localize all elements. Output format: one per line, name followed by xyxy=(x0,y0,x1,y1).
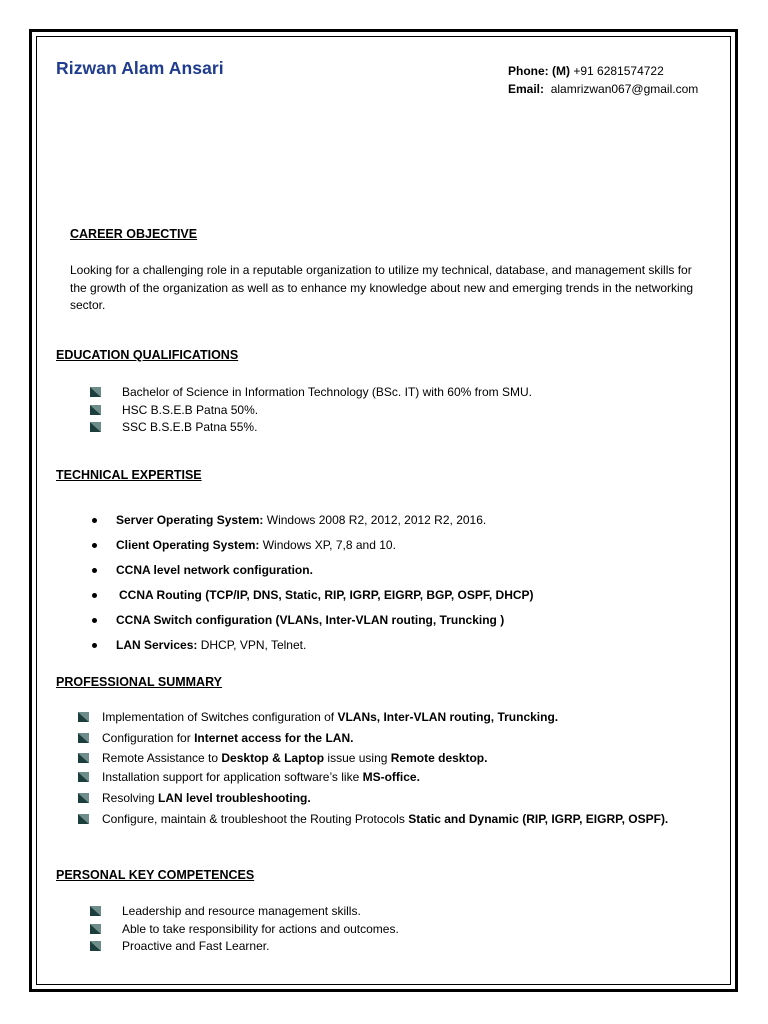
quarter-triangle-bullet-icon xyxy=(90,924,101,934)
key-competences-heading: PERSONAL KEY COMPETENCES xyxy=(56,868,255,882)
dot-bullet-icon xyxy=(92,618,97,623)
quarter-triangle-bullet-icon xyxy=(90,387,101,397)
technical-list xyxy=(92,512,534,662)
quarter-triangle-bullet-icon xyxy=(78,793,89,803)
quarter-triangle-bullet-icon xyxy=(78,814,89,824)
dot-bullet-icon xyxy=(92,643,97,648)
phone-value: +91 6281574722 xyxy=(573,64,664,78)
list-item: Remote Assistance to Desktop & Laptop issue using Remote desktop. xyxy=(78,750,668,769)
career-objective-heading: CAREER OBJECTIVE xyxy=(70,227,198,241)
list-item: Client Operating System: Windows XP, 7,8 and 10. xyxy=(92,537,534,562)
list-item: CCNA level network configuration. xyxy=(92,562,534,587)
quarter-triangle-bullet-icon xyxy=(78,712,89,722)
list-item: CCNA Switch configuration (VLANs, Inter-VLAN routing, Truncking ) xyxy=(92,612,534,637)
professional-list xyxy=(78,709,668,831)
phone-line xyxy=(508,62,698,80)
list-item: Installation support for application software’s like MS-office. xyxy=(78,769,668,791)
list-item: Configuration for Internet access for the LAN. xyxy=(78,730,668,751)
competences-list xyxy=(90,903,399,956)
list-item: SSC B.S.E.B Patna 55%. xyxy=(90,419,532,437)
email-line xyxy=(508,80,698,98)
professional-summary-heading: PROFESSIONAL SUMMARY xyxy=(56,675,222,689)
email-value: alamrizwan067@gmail.com xyxy=(550,82,699,96)
list-item: HSC B.S.E.B Patna 50%. xyxy=(90,402,532,420)
list-item: Leadership and resource management skills. xyxy=(90,903,399,921)
list-item: Proactive and Fast Learner. xyxy=(90,938,399,956)
quarter-triangle-bullet-icon xyxy=(90,405,101,415)
list-item: Server Operating System: Windows 2008 R2, 2012, 2012 R2, 2016. xyxy=(92,512,534,537)
list-item: Able to take responsibility for actions and outcomes. xyxy=(90,921,399,939)
dot-bullet-icon xyxy=(92,568,97,573)
career-objective-text: Looking for a challenging role in a reputable organization to utilize my technical, database, and management skills for the growth of the organization as well as to enhance my knowledge about new and emerging trends in the networking sector. xyxy=(70,263,694,312)
list-item: CCNA Routing (TCP/IP, DNS, Static, RIP, IGRP, EIGRP, BGP, OSPF, DHCP) xyxy=(92,587,534,612)
phone-label: Phone: (M) xyxy=(508,64,570,78)
dot-bullet-icon xyxy=(92,518,97,523)
page-border-inner xyxy=(36,36,731,985)
education-heading: EDUCATION QUALIFICATIONS xyxy=(56,348,239,362)
quarter-triangle-bullet-icon xyxy=(90,422,101,432)
quarter-triangle-bullet-icon xyxy=(78,753,89,763)
education-list xyxy=(90,384,532,437)
technical-expertise-heading: TECHNICAL EXPERTISE xyxy=(56,468,202,482)
candidate-name: Rizwan Alam Ansari xyxy=(56,58,224,78)
email-label: Email: xyxy=(508,82,545,96)
list-item: Implementation of Switches configuration of VLANs, Inter-VLAN routing, Truncking. xyxy=(78,709,668,730)
dot-bullet-icon xyxy=(92,543,97,548)
dot-bullet-icon xyxy=(92,593,97,598)
list-item: Configure, maintain & troubleshoot the Routing Protocols Static and Dynamic (RIP, IGRP, EIGRP, OSPF). xyxy=(78,811,668,831)
contact-block xyxy=(508,62,698,98)
list-item: LAN Services: DHCP, VPN, Telnet. xyxy=(92,637,534,662)
list-item: Bachelor of Science in Information Technology (BSc. IT) with 60% from SMU. xyxy=(90,384,532,402)
quarter-triangle-bullet-icon xyxy=(78,772,89,782)
list-item: Resolving LAN level troubleshooting. xyxy=(78,790,668,811)
quarter-triangle-bullet-icon xyxy=(78,733,89,743)
quarter-triangle-bullet-icon xyxy=(90,906,101,916)
quarter-triangle-bullet-icon xyxy=(90,941,101,951)
